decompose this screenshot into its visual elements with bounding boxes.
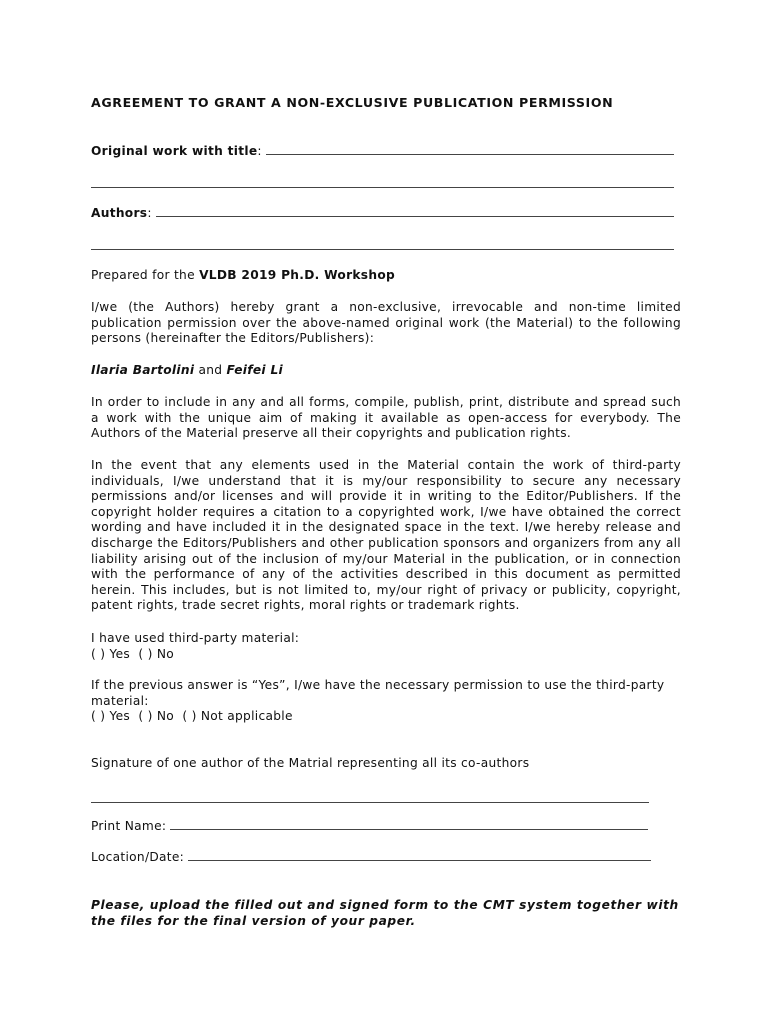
editor-name-2: Feifei Li (226, 363, 284, 377)
q2-label: If the previous answer is “Yes”, I/we have the necessary permission to use the third-party material: (91, 678, 665, 708)
prepared-prefix: Prepared for the (91, 268, 195, 282)
original-work-field: Original work with title: (91, 144, 674, 158)
original-work-input-line-2[interactable] (91, 187, 674, 188)
purpose-paragraph: In order to include in any and all forms, compile, publish, print, distribute and spread such a work with the unique aim of making it available as open-access for everybody. The Authors of the Material preserve all their copyrights and publication rights. (91, 395, 681, 441)
third-party-paragraph: In the event that any elements used in the Material contain the work of third-party individuals, I/we understand that it is my/our responsibility to secure any necessary permissions and/or licenses and will provide it in writing to the Editor/Publishers. If the copyright holder requires a citation to a copyrighted work, I/we have obtained the correct wording and have included it in the designated space in the text. I/we hereby release and discharge the Editors/Publishers and other publication sponsors and organizers from any all liability arising out of the inclusion of my/our Material in the publication, or in connection with the performance of any of the activities described in this document as permitted herein. This includes, but is not limited to, my/our right of privacy or publicity, copyright, patent rights, trade secret rights, moral rights or trademark rights. (91, 458, 681, 613)
location-date-label: Location/Date: (91, 850, 185, 864)
q1-label: I have used third-party material: (91, 631, 300, 645)
document-title: AGREEMENT TO GRANT A NON-EXCLUSIVE PUBLICATION PERMISSION (91, 95, 614, 110)
prepared-event: VLDB 2019 Ph.D. Workshop (199, 268, 396, 282)
grant-paragraph: I/we (the Authors) hereby grant a non-exclusive, irrevocable and non-time limited publication permission over the above-named original work (the Material) to the following persons (hereinafter the Editors/Publishers): (91, 300, 681, 346)
signature-label: Signature of one author of the Matrial representing all its co-authors (91, 756, 530, 770)
q2-options[interactable]: ( ) Yes ( ) No ( ) Not applicable (91, 709, 293, 723)
original-work-label: Original work with title (91, 144, 258, 158)
print-name-input-line[interactable] (170, 829, 648, 830)
editors-and: and (198, 363, 223, 377)
authors-input-line-2[interactable] (91, 249, 674, 250)
authors-field: Authors: (91, 206, 674, 220)
print-name-label: Print Name: (91, 819, 167, 833)
authors-label: Authors (91, 206, 148, 220)
location-date-input-line[interactable] (188, 860, 651, 861)
footer-instruction: Please, upload the filled out and signed form to the CMT system together with the files for the final version of your paper. (91, 898, 679, 928)
editors-line (91, 363, 681, 379)
authors-input-line[interactable] (156, 216, 674, 217)
q1-options[interactable]: ( ) Yes ( ) No (91, 647, 175, 661)
original-work-input-line[interactable] (266, 154, 674, 155)
location-date-field (91, 850, 651, 864)
print-name-field (91, 819, 648, 833)
prepared-for (91, 268, 681, 284)
signature-input-line[interactable] (91, 802, 649, 803)
editor-name-1: Ilaria Bartolini (91, 363, 195, 377)
